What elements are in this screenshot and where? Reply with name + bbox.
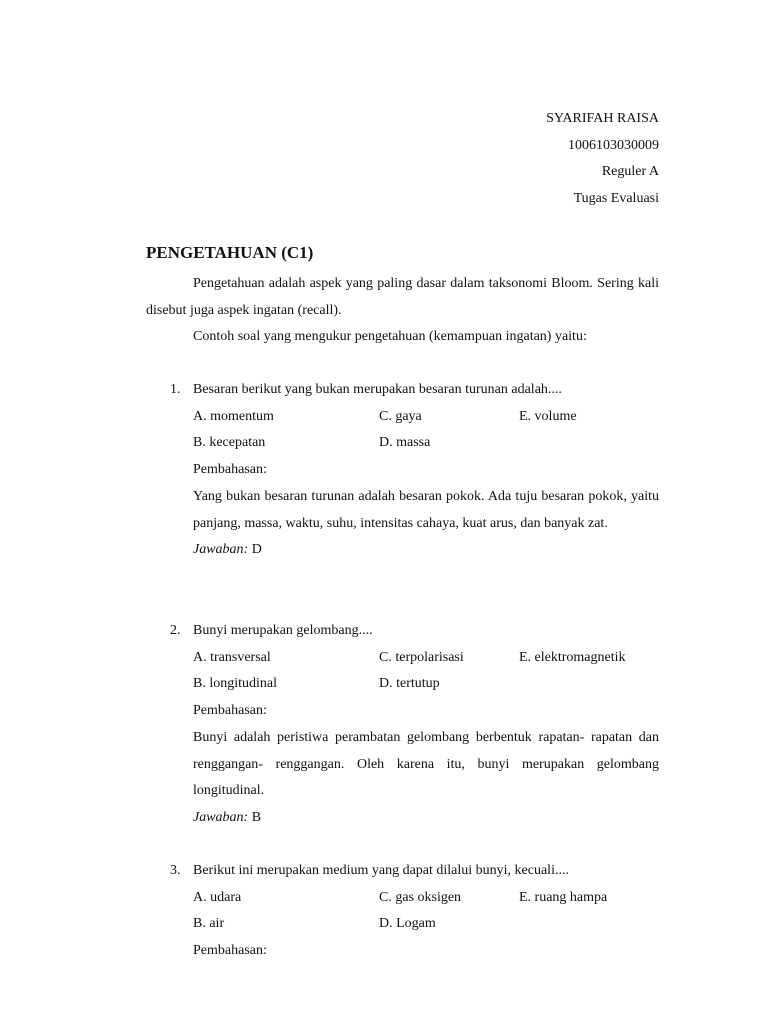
option-c: C. gas oksigen <box>379 889 462 905</box>
option-a: A. transversal <box>193 649 271 665</box>
answer-options <box>193 404 659 457</box>
option-d: D. massa <box>379 435 431 451</box>
option-e: E. ruang hampa <box>519 889 608 905</box>
question-line <box>146 377 659 404</box>
option-d: D. Logam <box>379 916 436 932</box>
question-body <box>146 645 659 832</box>
option-a: A. momentum <box>193 408 274 424</box>
intro <box>146 271 659 351</box>
answer-label: Jawaban: <box>193 542 249 558</box>
discussion-label: Pembahasan: <box>193 703 267 719</box>
class-name: Reguler A <box>601 164 659 180</box>
question-number: 2. <box>170 623 181 638</box>
option-c: C. gaya <box>379 408 422 424</box>
option-e: E. volume <box>519 408 577 424</box>
answer-label: Jawaban: <box>193 809 249 825</box>
section-title: PENGETAHUAN (C1) <box>146 243 314 262</box>
student-id: 1006103030009 <box>568 137 659 153</box>
question-2 <box>146 618 659 832</box>
discussion-label: Pembahasan: <box>193 943 267 959</box>
option-b: B. air <box>193 916 225 932</box>
question-text: Bunyi merupakan gelombang.... <box>193 623 373 638</box>
question-1 <box>146 377 659 564</box>
question-line <box>146 858 659 885</box>
question-text: Besaran berikut yang bukan merupakan besaran turunan adalah.... <box>193 382 562 397</box>
question-line <box>146 618 659 645</box>
discussion-text: Bunyi adalah peristiwa perambatan gelombang berbentuk rapatan- rapatan dan renggangan- renggangan. Oleh karena itu, bunyi merupakan gelombang longitudinal. <box>193 729 659 799</box>
answer-line <box>193 537 659 564</box>
question-body <box>146 404 659 564</box>
answer-value: B <box>251 809 262 825</box>
question-number: 3. <box>170 863 181 878</box>
question-text: Berikut ini merupakan medium yang dapat dilalui bunyi, kecuali.... <box>193 863 569 878</box>
author-name: SYARIFAH RAISA <box>546 111 659 126</box>
answer-options <box>193 885 659 938</box>
discussion-text: Yang bukan besaran turunan adalah besaran pokok. Ada tuju besaran pokok, yaitu panjang, massa, waktu, suhu, intensitas cahaya, kuat arus, dan banyak zat. <box>193 488 659 531</box>
assignment-title: Tugas Evaluasi <box>573 191 659 207</box>
intro-paragraph: Pengetahuan adalah aspek yang paling dasar dalam taksonomi Bloom. Sering kali disebut juga aspek ingatan (recall). <box>146 276 659 318</box>
option-b: B. kecepatan <box>193 435 266 451</box>
option-a: A. udara <box>193 889 242 905</box>
answer-line <box>193 805 659 832</box>
author-header <box>546 106 659 213</box>
option-d: D. tertutup <box>379 676 440 692</box>
answer-options <box>193 645 659 698</box>
answer-value: D <box>251 542 262 558</box>
question-number: 1. <box>170 382 181 397</box>
question-3 <box>146 858 659 965</box>
option-b: B. longitudinal <box>193 676 277 692</box>
question-body <box>146 885 659 965</box>
option-e: E. elektromagnetik <box>519 649 626 665</box>
option-c: C. terpolarisasi <box>379 649 464 665</box>
discussion-label: Pembahasan: <box>193 462 267 478</box>
intro-paragraph: Contoh soal yang mengukur pengetahuan (kemampuan ingatan) yaitu: <box>193 329 587 345</box>
